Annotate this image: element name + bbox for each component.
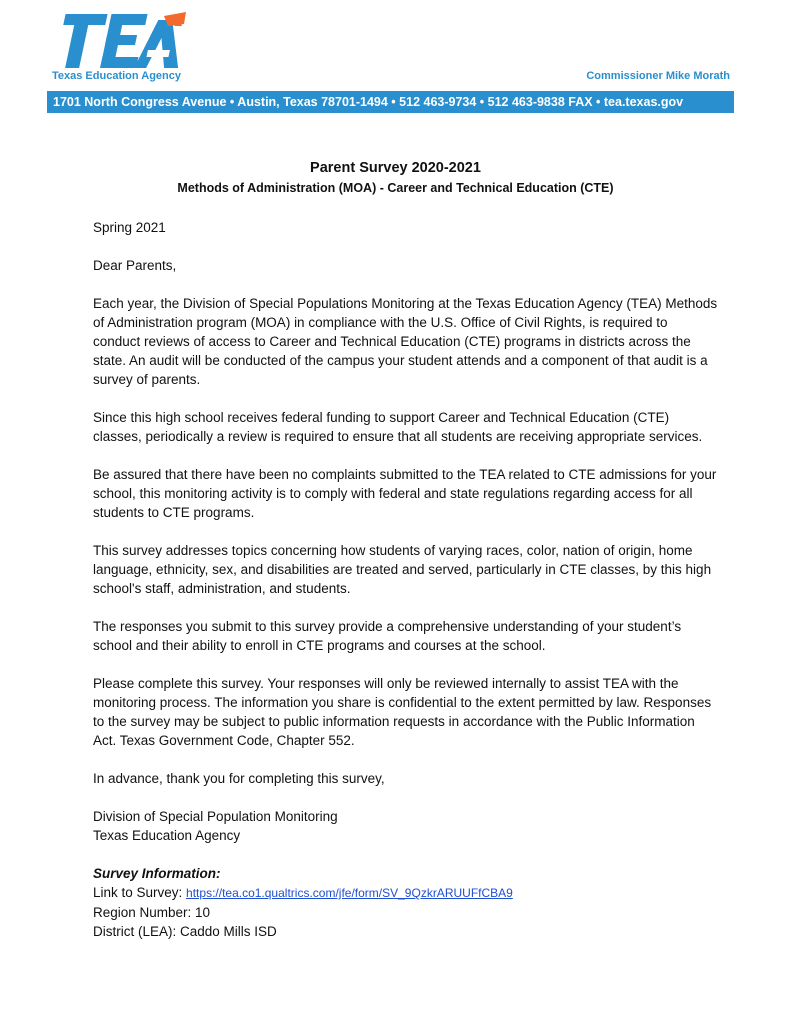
- tea-logo: [48, 12, 198, 70]
- paragraph: Each year, the Division of Special Populations Monitoring at the Texas Education Agency (TEA) Methods of Administration program (MOA) in compliance with the U.S. Office of Civil Rights, is required to conduct reviews of access to Career and Technical Education (CTE) programs in districts across the state. An audit will be conducted of the campus your student attends and a component of that audit is a survey of parents.: [93, 296, 718, 387]
- letter-greeting: Dear Parents,: [93, 258, 177, 273]
- district-name: District (LEA): Caddo Mills ISD: [93, 924, 277, 939]
- signature-line: Texas Education Agency: [93, 828, 241, 843]
- paragraph: The responses you submit to this survey provide a comprehensive understanding of your student’s school and their ability to enroll in CTE programs and courses at the school.: [93, 619, 682, 653]
- survey-heading: Survey Information:: [93, 866, 221, 881]
- commissioner-name: Commissioner Mike Morath: [586, 70, 730, 82]
- agency-name: Texas Education Agency: [52, 70, 181, 82]
- survey-link[interactable]: https://tea.co1.qualtrics.com/jfe/form/SV_9QzkrARUUFfCBA9: [186, 886, 513, 900]
- letter-closing: In advance, thank you for completing this survey,: [93, 771, 385, 786]
- paragraph: Please complete this survey. Your responses will only be reviewed internally to assist TEA with the monitoring process. The information you share is confidential to the extent permitted by law. Responses to the survey may be subject to public information requests in accordance with the Public Information Act. Texas Government Code, Chapter 552.: [93, 676, 712, 748]
- document-title: Parent Survey 2020-2021: [310, 160, 481, 176]
- paragraph: Since this high school receives federal funding to support Career and Technical Education (CTE) classes, periodically a review is required to ensure that all students are receiving appropriate services.: [93, 410, 703, 444]
- document-subtitle: Methods of Administration (MOA) - Career and Technical Education (CTE): [177, 181, 614, 195]
- address-bar: 1701 North Congress Avenue • Austin, Texas 78701-1494 • 512 463-9734 • 512 463-9838 FAX • tea.texas.gov: [47, 91, 734, 113]
- paragraph: This survey addresses topics concerning how students of varying races, color, nation of origin, home language, ethnicity, sex, and disabilities are treated and served, particularly in CTE classes, by this high school's staff, administration, and students.: [93, 543, 712, 596]
- paragraph: Be assured that there have been no complaints submitted to the TEA related to CTE admissions for your school, this monitoring activity is to comply with federal and state regulations regarding access for all students to CTE programs.: [93, 467, 717, 520]
- letter-date: Spring 2021: [93, 220, 166, 235]
- region-number: Region Number: 10: [93, 905, 211, 920]
- signature-line: Division of Special Population Monitoring: [93, 809, 338, 824]
- survey-link-label: Link to Survey:: [93, 885, 187, 900]
- letter-body: [93, 218, 718, 941]
- survey-link-row: [93, 883, 718, 903]
